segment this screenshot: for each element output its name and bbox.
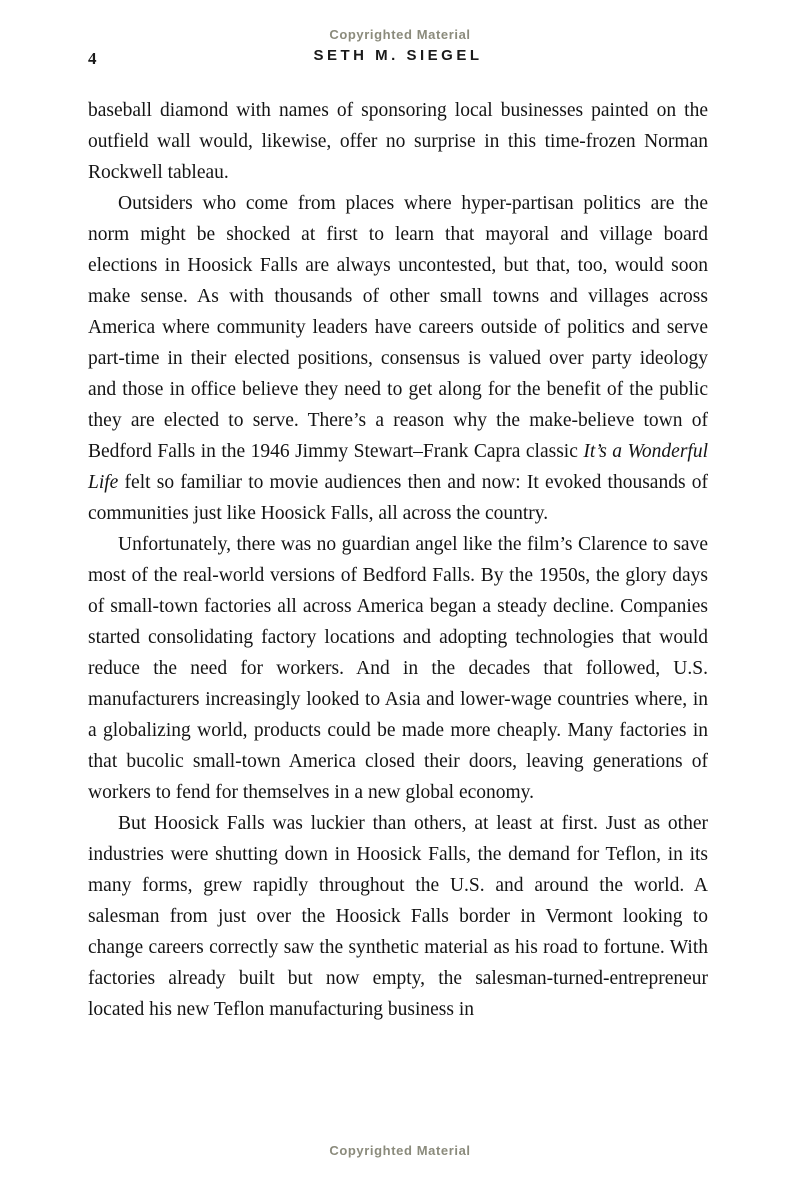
page-number: 4 (88, 49, 97, 68)
running-head-author: SETH M. SIEGEL (313, 47, 483, 64)
text-run: felt so familiar to movie audiences then and now: It evoked thousands of communities just like Hoosick Falls, all across the country. (88, 472, 708, 524)
page-header (88, 47, 708, 71)
book-title-italic: It’s a Wonderful Life (88, 441, 708, 493)
paragraph-1 (88, 95, 708, 188)
paragraph-2 (88, 188, 708, 529)
text-run: Unfortunately, there was no guardian angel like the film’s Clarence to save most of the real-world versions of Bedford Falls. By the 1950s, the glory days of small-town factories all across America began a steady decline. Companies started consolidating factory locations and adopting technologies that would reduce the need for workers. And in the decades that followed, U.S. manufacturers increasingly looked to Asia and lower-wage countries where, in a globalizing world, products could be made more cheaply. Many factories in that bucolic small-town America closed their doors, leaving generations of workers to fend for themselves in a new global economy. (88, 534, 708, 803)
text-run: Outsiders who come from places where hyper-partisan politics are the norm might be shocked at first to learn that mayoral and village board elections in Hoosick Falls are always uncontested, but that, too, would soon make sense. As with thousands of other small towns and villages across America where community leaders have careers outside of politics and serve part-time in their elected positions, consensus is valued over party ideology and those in office believe they need to get along for the benefit of the public they are elected to serve. There’s a reason why the make-believe town of Bedford Falls in the 1946 Jimmy Stewart–Frank Capra classic (88, 193, 708, 462)
text-run: But Hoosick Falls was luckier than others, at least at first. Just as other industries were shutting down in Hoosick Falls, the demand for Teflon, in its many forms, grew rapidly throughout the U.S. and around the world. A salesman from just over the Hoosick Falls border in Vermont looking to change careers correctly saw the synthetic material as his road to fortune. With factories already built but now empty, the salesman-turned-entrepreneur located his new Teflon manufacturing business in (88, 813, 708, 1020)
text-run: baseball diamond with names of sponsoring local businesses painted on the outfield wall would, likewise, offer no surprise in this time-frozen Norman Rockwell tableau. (88, 100, 708, 183)
copyright-notice-top: Copyrighted Material (329, 27, 471, 42)
copyright-notice-bottom: Copyrighted Material (329, 1143, 471, 1158)
paragraph-4 (88, 808, 708, 1025)
body-text (88, 95, 708, 1025)
paragraph-3 (88, 529, 708, 808)
